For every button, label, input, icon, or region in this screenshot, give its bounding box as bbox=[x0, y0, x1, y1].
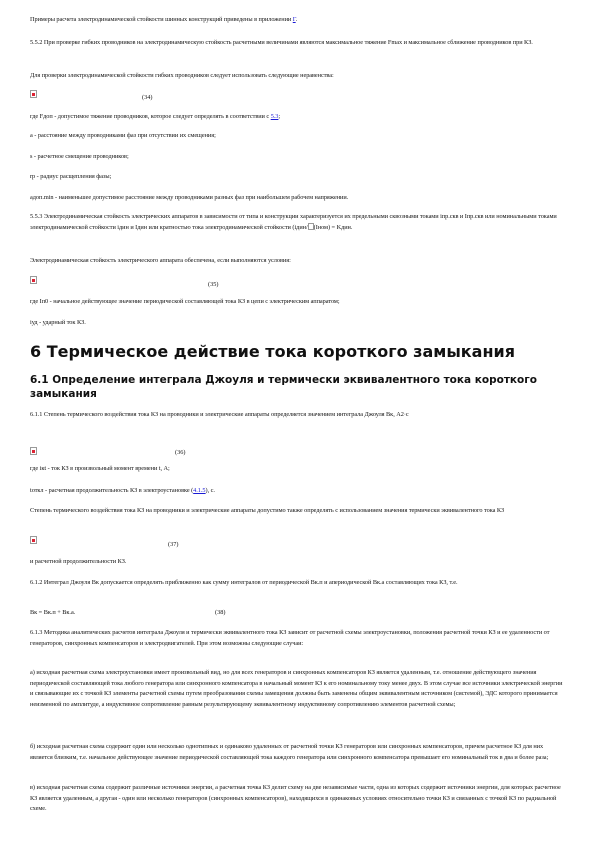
equation-number-38: (38) bbox=[215, 609, 226, 616]
equation-number-34: (34) bbox=[142, 94, 153, 101]
paragraph-6-1-1: 6.1.1 Степень термического воздействия тока КЗ на проводники и электрические аппараты определяется значением интеграла Джоуля Bк, А2·с bbox=[30, 411, 409, 418]
paragraph-6-1-3: 6.1.3 Методика аналитических расчетов интеграла Джоуля и термически эквивалентного тока КЗ зависит от расчетной схемы электроустановки, положения расчетной точки КЗ и ее удаленности от генераторов, синхронных компенсаторов и электродвигателей. При этом возможны следующие случаи: bbox=[30, 629, 550, 647]
subsection-6-1-heading: 6.1 Определение интеграла Джоуля и термически эквивалентного тока короткого замыкания bbox=[30, 374, 537, 400]
paragraph-5-5-3: 5.5.3 Электродинамическая стойкость электрических аппаратов в зависимости от типа и конструкции характеризуется их предельными сквозными токами iпр.скв и Iпр.скв или номинальными токами электродинамической стойкости iдин и Iдин или кратностью тока электродинамической стойкости (iдин/ (Iном) = Kдин. bbox=[30, 213, 557, 231]
equation-number-36: (36) bbox=[175, 449, 186, 456]
definition-rp: rp - радиус расщепления фазы; bbox=[30, 173, 112, 180]
definition-adop: aдоп.min - наименьшее допустимое расстояние между проводниками разных фаз при наибольшем рабочем напряжении. bbox=[30, 194, 349, 201]
case-b: б) исходная расчетная схема содержит один или несколько однотипных и одинаково удаленных от расчетной точки КЗ генераторов или синхронных компенсаторов, причем расчетное КЗ для них является близким, т.е. начальное действующее значение периодической составляющей тока каждого генератора или синхронного компенсатора превышает его номинальный ток в два и более раза; bbox=[30, 743, 549, 761]
definition-ip0: где Iп0 - начальное действующее значение периодической составляющей тока КЗ в цепи с электрическим аппаратом; bbox=[30, 298, 340, 305]
section-6-heading: 6 Термическое действие тока короткого замыкания bbox=[30, 342, 515, 361]
section-4-1-5-link[interactable]: 4.1.5 bbox=[193, 487, 206, 494]
paragraph-calc-duration: и расчетной продолжительности КЗ. bbox=[30, 558, 127, 565]
paragraph-equivalent-current: Степень термического воздействия тока КЗ на проводники и электрические аппараты допустимо также определять с использованием значения термически эквивалентного тока КЗ bbox=[30, 507, 505, 514]
appendix-g-link[interactable]: Г bbox=[292, 16, 296, 23]
paragraph-examples: Примеры расчета электродинамической стойкости шинных конструкций приведены в приложении Г. bbox=[30, 16, 298, 23]
broken-image-icon bbox=[30, 90, 37, 98]
paragraph-inequalities-intro: Для проверки электродинамической стойкости гибких проводников следует использовать следующие неравенства: bbox=[30, 72, 334, 79]
broken-image-icon bbox=[30, 447, 37, 455]
equation-number-35: (35) bbox=[208, 281, 219, 288]
case-a: а) исходная расчетная схема электроустановки имеет произвольный вид, но для всех генераторов и синхронных компенсаторов КЗ является удаленным, т.е. отношение действующего значения периодической составляющей тока любого генератора или синхронного компенсатора в начальный момент КЗ к его номинальному току менее двух. В этом случае все источники электрической энергии и связывающие их с точкой КЗ элементы расчетной схемы путем преобразования схемы замещения должны быть заменены общим эквивалентным источником (системой), ЭДС которого принимается неизменной по амплитуде, а индуктивное сопротивление равным результирующему эквивалентному индуктивному сопротивлению элементов расчетной схемы; bbox=[30, 669, 563, 708]
definition-a: a - расстояние между проводниками фаз при отсутствии их смещения; bbox=[30, 132, 216, 139]
definition-fdop: где Fдоп - допустимое тяжение проводников, которое следует определять в соответствии с 5.3; bbox=[30, 113, 281, 120]
definition-totkl: tоткл - расчетная продолжительность КЗ в электроустановке (4.1.5), с. bbox=[30, 487, 215, 494]
definition-iud: iуд - ударный ток КЗ. bbox=[30, 319, 86, 326]
equation-38: Bк = Bк.п + Bк.а. bbox=[30, 609, 76, 616]
definition-ikt: где iкt - ток КЗ в произвольный момент времени t, А; bbox=[30, 465, 170, 472]
definition-s: s - расчетное смещение проводников; bbox=[30, 153, 129, 160]
paragraph-6-1-2: 6.1.2 Интеграл Джоуля Bк допускается определять приближенно как сумму интегралов от периодической Bк.п и апериодической Bк.а составляющих тока КЗ, т.е. bbox=[30, 579, 458, 586]
broken-image-icon bbox=[30, 276, 37, 284]
broken-image-icon bbox=[30, 536, 37, 544]
section-5-3-link[interactable]: 5.3 bbox=[270, 113, 279, 120]
case-c: в) исходная расчетная схема содержит различные источники энергии, а расчетная точка КЗ делит схему на две независимые части, одна из которых содержит источники энергии, для которых расчетное КЗ является удаленным, а другая - один или несколько генераторов (синхронных компенсаторов), находящихся в одинаковых условиях относительно точки КЗ и связанных с точкой КЗ по радиальной схеме. bbox=[30, 784, 561, 812]
paragraph-conditions: Электродинамическая стойкость электрического аппарата обеспечена, если выполняются условия: bbox=[30, 257, 291, 264]
paragraph-5-5-2: 5.5.2 При проверке гибких проводников на электродинамическую стойкость расчетными величинами являются максимальное тяжение Fmax и максимальное сближение проводников при КЗ. bbox=[30, 39, 533, 46]
equation-number-37: (37) bbox=[168, 541, 179, 548]
